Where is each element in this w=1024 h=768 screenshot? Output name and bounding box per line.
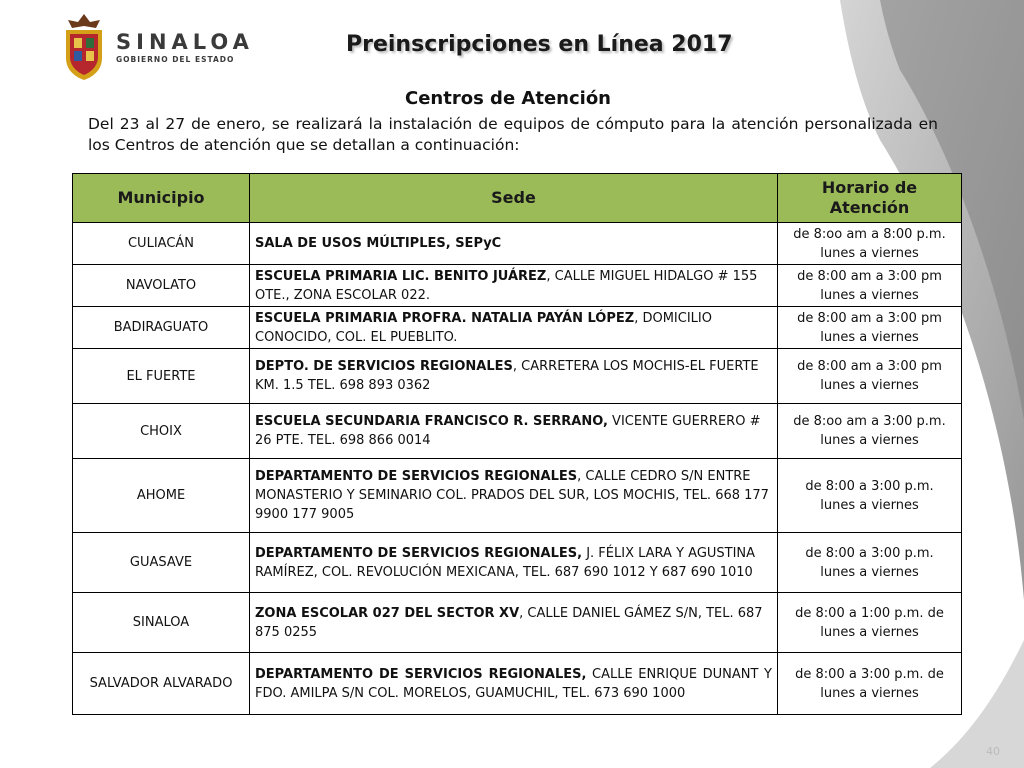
horario-days: lunes a viernes xyxy=(820,433,919,448)
horario-hours: de 8:00 am a 3:00 pm xyxy=(797,310,942,326)
section-subtitle: Centros de Atención xyxy=(405,88,611,109)
sede-address: VICENTE GUERRERO # 26 PTE. TEL. 698 866 0014 xyxy=(255,414,761,448)
cell-sede xyxy=(250,223,778,265)
table-row xyxy=(73,265,962,307)
table-row xyxy=(73,459,962,533)
horario-days: lunes a viernes xyxy=(820,245,919,261)
cell-sede xyxy=(250,307,778,349)
horario-hours: de 8:00 a 3:00 p.m. xyxy=(805,478,934,494)
cell-horario xyxy=(778,307,962,349)
page-number: 40 xyxy=(986,745,1000,758)
attention-centers-table xyxy=(72,173,962,715)
horario-hours: de 8:00 a 3:00 p.m. de xyxy=(795,666,944,682)
logo-subtitle: GOBIERNO DEL ESTADO xyxy=(116,54,235,64)
cell-municipio: NAVOLATO xyxy=(73,265,250,307)
header-municipio: Municipio xyxy=(73,174,250,223)
cell-municipio: SINALOA xyxy=(73,593,250,653)
cell-horario xyxy=(778,459,962,533)
cell-municipio: EL FUERTE xyxy=(73,349,250,404)
cell-sede xyxy=(250,593,778,653)
sinaloa-coat-of-arms-icon xyxy=(62,14,106,80)
horario-days: lunes a viernes xyxy=(820,564,919,580)
horario-days: lunes a viernes xyxy=(820,685,919,701)
cell-municipio: CULIACÁN xyxy=(73,223,250,265)
table-row xyxy=(73,593,962,653)
table-row xyxy=(73,349,962,404)
sede-name: DEPARTAMENTO DE SERVICIOS REGIONALES xyxy=(255,469,578,484)
header-horario: Horario de Atención xyxy=(778,174,962,223)
horario-hours: de 8:oo am a 3:00 p.m. xyxy=(793,414,946,429)
cell-sede xyxy=(250,533,778,593)
sede-address: , CALLE CEDRO S/N ENTRE MONASTERIO Y SEMINARIO COL. PRADOS DEL SUR, LOS MOCHIS, TEL. 668 177 9900 177 9005 xyxy=(255,469,769,522)
horario-hours: de 8:00 am a 3:00 pm xyxy=(797,268,942,284)
sede-name: ESCUELA PRIMARIA PROFRA. NATALIA PAYÁN LÓPEZ xyxy=(255,310,635,326)
sede-name: ESCUELA SECUNDARIA FRANCISCO R. SERRANO, xyxy=(255,414,608,429)
horario-hours: de 8:00 am a 3:00 pm xyxy=(797,359,942,374)
horario-hours: de 8:oo am a 8:00 p.m. xyxy=(793,226,946,242)
cell-municipio: SALVADOR ALVARADO xyxy=(73,653,250,715)
cell-municipio: BADIRAGUATO xyxy=(73,307,250,349)
cell-municipio: AHOME xyxy=(73,459,250,533)
cell-horario xyxy=(778,349,962,404)
sede-address: CALLE ENRIQUE DUNANT Y FDO. AMILPA S/N COL. MORELOS, GUAMUCHIL, TEL. 673 690 1000 xyxy=(255,666,772,701)
logo-name: SINALOA xyxy=(116,29,254,54)
table-row xyxy=(73,223,962,265)
table-row xyxy=(73,307,962,349)
sede-name: DEPTO. DE SERVICIOS REGIONALES xyxy=(255,359,513,374)
cell-horario xyxy=(778,404,962,459)
sede-name: SALA DE USOS MÚLTIPLES, SEPyC xyxy=(255,236,502,251)
sede-address: J. FÉLIX LARA Y AGUSTINA RAMÍREZ, COL. REVOLUCIÓN MEXICANA, TEL. 687 690 1012 Y 687 690 1010 xyxy=(255,545,756,580)
horario-days: lunes a viernes xyxy=(820,378,919,393)
cell-sede xyxy=(250,265,778,307)
page-title: Preinscripciones en Línea 2017 xyxy=(346,32,733,57)
horario-hours: de 8:00 a 1:00 p.m. de xyxy=(795,605,944,621)
cell-horario xyxy=(778,265,962,307)
header-sede: Sede xyxy=(250,174,778,223)
cell-horario xyxy=(778,653,962,715)
cell-municipio: GUASAVE xyxy=(73,533,250,593)
intro-paragraph: Del 23 al 27 de enero, se realizará la instalación de equipos de cómputo para la atención personalizada en los Centros de atención que se detallan a continuación: xyxy=(88,115,938,154)
table-header-row xyxy=(73,174,962,223)
cell-sede xyxy=(250,459,778,533)
sede-name: ESCUELA PRIMARIA LIC. BENITO JUÁREZ xyxy=(255,268,547,284)
sede-name: ZONA ESCOLAR 027 DEL SECTOR XV xyxy=(255,605,520,621)
cell-sede xyxy=(250,653,778,715)
cell-horario xyxy=(778,533,962,593)
sede-address: , CALLE DANIEL GÁMEZ S/N, TEL. 687 875 0255 xyxy=(255,605,763,640)
horario-days: lunes a viernes xyxy=(820,329,919,345)
sede-address: , DOMICILIO CONOCIDO, COL. EL PUEBLITO. xyxy=(255,310,712,345)
horario-hours: de 8:00 a 3:00 p.m. xyxy=(805,545,934,561)
horario-days: lunes a viernes xyxy=(820,624,919,640)
horario-days: lunes a viernes xyxy=(820,287,919,303)
table-row xyxy=(73,653,962,715)
sede-address: , CALLE MIGUEL HIDALGO # 155 OTE., ZONA ESCOLAR 022. xyxy=(255,268,758,303)
cell-sede xyxy=(250,404,778,459)
sede-address: , CARRETERA LOS MOCHIS-EL FUERTE KM. 1.5 TEL. 698 893 0362 xyxy=(255,359,759,393)
sede-name: DEPARTAMENTO DE SERVICIOS REGIONALES, xyxy=(255,545,583,561)
cell-sede xyxy=(250,349,778,404)
table-row xyxy=(73,533,962,593)
horario-days: lunes a viernes xyxy=(820,497,919,513)
table-row xyxy=(73,404,962,459)
cell-horario xyxy=(778,593,962,653)
sinaloa-logo xyxy=(62,14,254,80)
cell-horario xyxy=(778,223,962,265)
cell-municipio: CHOIX xyxy=(73,404,250,459)
sede-name: DEPARTAMENTO DE SERVICIOS REGIONALES, xyxy=(255,666,587,682)
